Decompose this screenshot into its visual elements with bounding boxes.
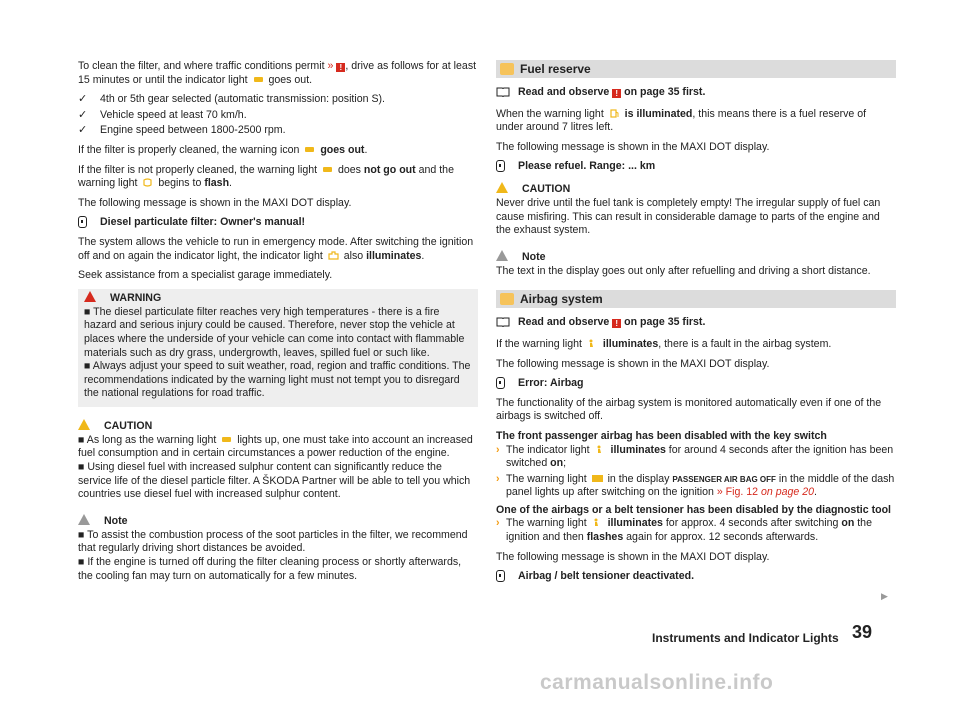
- paragraph: The following message is shown in the MAXI DOT display.: [496, 357, 770, 370]
- read-observe-note: Read and observe ! on page 35 first.: [496, 86, 896, 100]
- display-message: Diesel particulate filter: Owner's manual!: [78, 216, 478, 230]
- dpf-light-icon: [322, 165, 333, 174]
- caution-text: Never drive until the fuel tank is completely empty! The irregular supply of fuel can cause misfiring. This can result in considerable damage to parts of the engine and the exhaust system.: [496, 196, 881, 237]
- display-message: Airbag / belt tensioner deactivated.: [496, 570, 896, 584]
- display-icon: [496, 377, 505, 389]
- warning-ref-icon: !: [336, 63, 345, 72]
- note-box: Note The text in the display goes out only after refuelling and driving a short distance.: [496, 250, 896, 279]
- warning-icon: [84, 291, 96, 302]
- section-heading-fuel: Fuel reserve: [496, 60, 896, 78]
- check-icon: ✓: [78, 93, 88, 106]
- section-heading-airbag: Airbag system: [496, 290, 896, 308]
- continue-arrow-icon: ▶: [881, 591, 888, 601]
- caution-box: CAUTION ■ As long as the warning light lights up, one must take into account an increased fuel consumption and in certain circumstances a power reduction of the engine. ■ Using diesel fuel with increased sulphur content can significantly reduce the service life of the diesel particle filter. A ŠKODA Partner will be able to tell you which countries use diesel fuel with increased sulphur content.: [78, 419, 478, 502]
- page-link[interactable]: on page 20: [758, 486, 815, 499]
- note-text: The text in the display goes out only after refuelling and driving a short distance.: [496, 264, 871, 277]
- left-column: [78, 60, 478, 595]
- paragraph: Seek assistance from a specialist garage immediately.: [78, 269, 333, 282]
- warning-ref-icon: !: [612, 319, 621, 328]
- right-column: [496, 60, 896, 590]
- page-footer: [652, 622, 872, 646]
- list-item: ✓ Engine speed between 1800-2500 rpm.: [78, 124, 286, 137]
- arrow-icon: ›: [496, 443, 500, 456]
- airbag-light-icon: [592, 518, 603, 527]
- subheading: The front passenger airbag has been disabled with the key switch: [496, 429, 827, 442]
- paragraph: The following message is shown in the MAXI DOT display.: [78, 196, 352, 209]
- arrow-icon: ›: [496, 517, 500, 530]
- dpf-light-icon: [253, 75, 264, 84]
- footer-title: Instruments and Indicator Lights: [652, 631, 839, 645]
- list-item: ✓ 4th or 5th gear selected (automatic transmission: position S).: [78, 93, 385, 106]
- display-icon: [496, 160, 505, 172]
- airbag-icon: [500, 293, 514, 305]
- warning-box: WARNING ■ The diesel particulate filter reaches very high temperatures - there is a fire hazard and serious injury could be caused. Therefore, never stop the vehicle at places where the underside of your vehicle can come into contact with flammable materials such as dry grass, undergrowth, leaves, spilled fuel or such like. ■ Always adjust your speed to suit weather, road, region and traffic conditions. The recommendations indicated by the warning light must not tempt you to disregard the national regulations for road traffic.: [78, 289, 478, 407]
- bullet-item: › The warning light illuminates for approx. 4 seconds after switching on the ignition and then flashes again for approx. 12 seconds afterwards.: [496, 517, 872, 544]
- paragraph: The functionality of the airbag system is monitored automatically even if one of the airbags is switched off.: [496, 396, 882, 423]
- watermark: carmanualsonline.info: [540, 671, 774, 694]
- warning-ref-icon: !: [612, 89, 621, 98]
- note-item: ■ To assist the combustion process of the soot particles in the filter, we recommend that regularly driving short distances be avoided.: [78, 528, 468, 555]
- warning-item: ■ Always adjust your speed to suit weather, road, region and traffic conditions. The recommendations indicated by the warning light must not tempt you to disregard the national regulations for road traffic.: [84, 360, 471, 400]
- note-icon: [496, 250, 508, 261]
- paragraph: The following message is shown in the MAXI DOT display.: [496, 140, 770, 153]
- dpf-light-icon: [221, 435, 232, 444]
- paragraph: If the filter is properly cleaned, the warning icon goes out.: [78, 143, 368, 156]
- read-observe-note: Read and observe ! on page 35 first.: [496, 316, 896, 330]
- note-item: ■ If the engine is turned off during the filter cleaning process or shortly afterwards, the cooling fan may turn on automatically for a few minutes.: [78, 556, 462, 582]
- caution-icon: [496, 182, 508, 193]
- paragraph: If the warning light illuminates, there is a fault in the airbag system.: [496, 337, 832, 350]
- display-icon: [496, 570, 505, 582]
- subheading: One of the airbags or a belt tensioner has been disabled by the diagnostic tool: [496, 503, 891, 516]
- airbag-off-icon: [592, 474, 603, 483]
- book-icon: [496, 317, 510, 327]
- caution-box: CAUTION Never drive until the fuel tank is completely empty! The irregular supply of fuel can cause misfiring. This can result in considerable damage to parts of the engine and the exhaust system.: [496, 182, 896, 238]
- figure-link[interactable]: » Fig. 12: [716, 486, 759, 499]
- glow-plug-icon: [142, 178, 153, 187]
- conditions-list: [78, 93, 478, 138]
- warning-item: ■ The diesel particulate filter reaches very high temperatures - there is a fire hazard and serious injury could be caused. Therefore, never stop the vehicle at places where the underside of your vehicle can come into contact with flammable materials such as dry grass, undergrowth, leaves, spilled fuel or such like.: [84, 305, 465, 359]
- check-icon: ✓: [78, 108, 88, 121]
- paragraph: If the filter is not properly cleaned, the warning light does not go out and the warning light begins to flash.: [78, 163, 454, 190]
- book-icon: [496, 87, 510, 97]
- list-item: ✓ Vehicle speed at least 70 km/h.: [78, 108, 247, 121]
- note-box: Note ■ To assist the combustion process of the soot particles in the filter, we recommend that regularly driving short distances be avoided. ■ If the engine is turned off during the filter cleaning process or shortly afterwards, the cooling fan may turn on automatically for a few minutes.: [78, 514, 478, 583]
- check-icon: ✓: [78, 124, 88, 137]
- caution-icon: [78, 419, 90, 430]
- airbag-light-icon: [587, 339, 598, 348]
- caution-item: ■ As long as the warning light lights up, one must take into account an increased fuel consumption and in certain circumstances a power reduction of the engine.: [78, 433, 473, 460]
- display-message: Please refuel. Range: ... km: [496, 160, 896, 174]
- display-message: Error: Airbag: [496, 377, 896, 391]
- paragraph: The system allows the vehicle to run in emergency mode. After switching the ignition off and on again the indicator light, the indicator light also illuminates.: [78, 235, 474, 262]
- fuel-icon: [500, 63, 514, 75]
- page-number: 39: [851, 622, 872, 642]
- paragraph: The following message is shown in the MAXI DOT display.: [496, 550, 770, 563]
- engine-light-icon: [328, 251, 339, 260]
- display-icon: [78, 216, 87, 228]
- dpf-light-icon: [304, 145, 315, 154]
- bullet-item: › The indicator light illuminates for around 4 seconds after the ignition has been switched on;: [496, 443, 894, 470]
- intro-paragraph: To clean the filter, and where traffic conditions permit » ! , drive as follows for at least 15 minutes or until the indicator light goes out.: [78, 60, 477, 86]
- note-icon: [78, 514, 90, 525]
- bullet-item: › The warning light in the display PASSENGER AIR BAG OFF in the middle of the dash panel lights up after switching on the ignition » Fig. 12 on page 20.: [496, 472, 895, 499]
- caution-item: ■ Using diesel fuel with increased sulphur content can significantly reduce the service life of the diesel particle filter. A ŠKODA Partner will be able to tell you which countries use diesel fuel with increased sulphur content.: [78, 461, 471, 501]
- arrow-icon: ›: [496, 472, 500, 485]
- paragraph: When the warning light is illuminated, this means there is a fuel reserve of under around 7 litres left.: [496, 107, 867, 134]
- airbag-light-icon: [595, 445, 606, 454]
- fuel-light-icon: [609, 109, 620, 118]
